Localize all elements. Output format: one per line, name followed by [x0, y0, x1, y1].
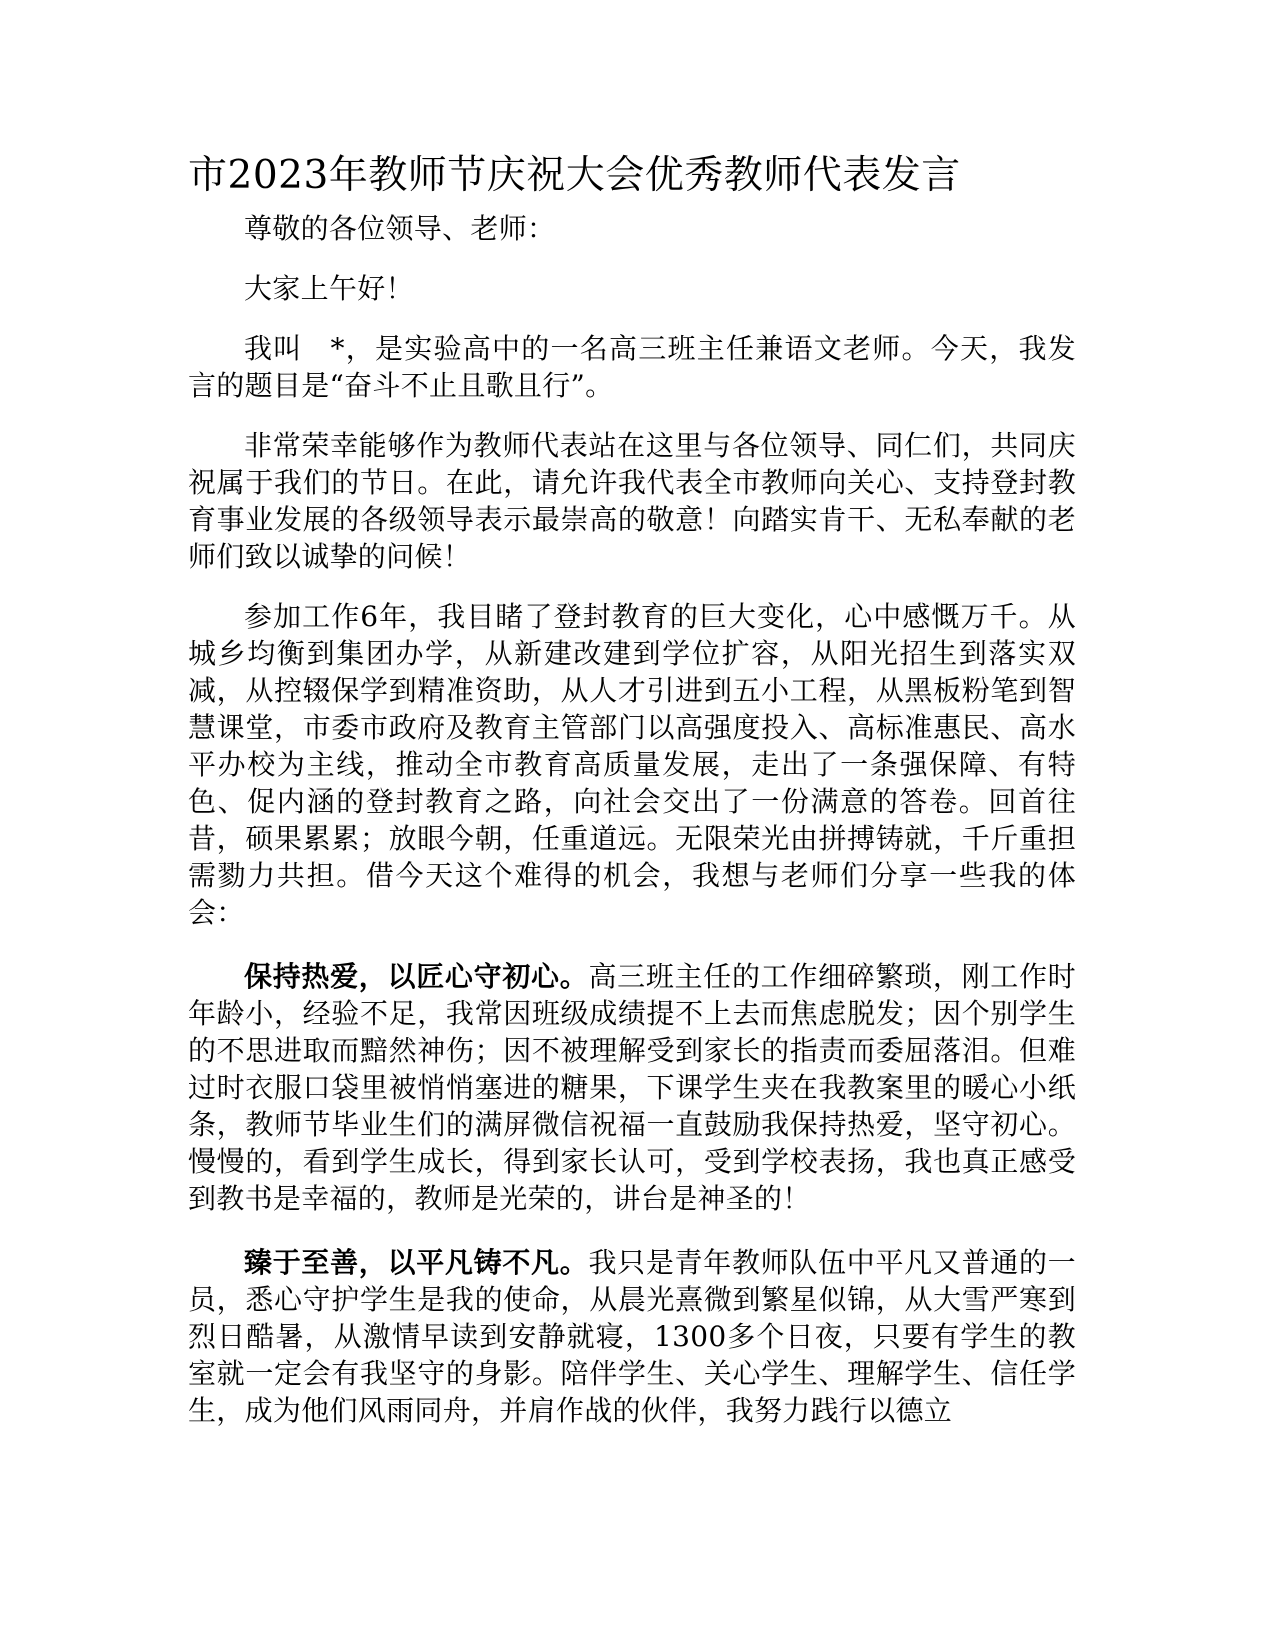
salutation: 尊敬的各位领导、老师： — [244, 212, 556, 245]
section-2-paragraph — [188, 1244, 1076, 1429]
section-2-heading: 臻于至善，以平凡铸不凡。 — [244, 1246, 589, 1279]
changes-paragraph: 参加工作6年，我目睹了登封教育的巨大变化，心中感慨万千。从城乡均衡到集团办学，从新建改建到学位扩容，从阳光招生到落实双减，从控辍保学到精准资助，从人才引进到五小工程，从黑板粉笔到智慧课堂，市委市政府及教育主管部门以高强度投入、高标准惠民、高水平办校为主线，推动全市教育高质量发展，走出了一条强保障、有特色、促内涵的登封教育之路，向社会交出了一份满意的答卷。回首往昔，硕果累累；放眼今朝，任重道远。无限荣光由拼搏铸就，千斤重担需勠力共担。借今天这个难得的机会，我想与老师们分享一些我的体会： — [188, 600, 1076, 929]
document-body — [188, 210, 1076, 1452]
intro-after: *，是实验高中的一名高三班主任兼语文老师。今天，我发言的题目是“奋斗不止且歌且行”。 — [188, 332, 1076, 402]
section-2-text: 我只是青年教师队伍中平凡又普通的一员，悉心守护学生是我的使命，从晨光熹微到繁星似锦，从大雪严寒到烈日酷暑，从激情早读到安静就寝，1300多个日夜，只要有学生的教室就一定会有我坚守的身影。陪伴学生、关心学生、理解学生、信任学生，成为他们风雨同舟，并肩作战的伙伴，我努力践行以德立 — [188, 1246, 1076, 1427]
document-title: 市2023年教师节庆祝大会优秀教师代表发言 — [188, 153, 961, 198]
section-1-text: 高三班主任的工作细碎繁琐，刚工作时年龄小，经验不足，我常因班级成绩提不上去而焦虑脱发；因个别学生的不思进取而黯然神伤；因不被理解受到家长的指责而委屈落泪。但难过时衣服口袋里被悄悄塞进的糖果，下课学生夹在我教案里的暖心小纸条，教师节毕业生们的满屏微信祝福一直鼓励我保持热爱，坚守初心。慢慢的，看到学生成长，得到家长认可，受到学校表扬，我也真正感受到教书是幸福的，教师是光荣的，讲台是神圣的！ — [188, 960, 1076, 1215]
intro-before: 我叫 — [244, 332, 303, 365]
section-1-paragraph — [188, 958, 1076, 1217]
intro-paragraph — [188, 330, 1076, 404]
honor-paragraph: 非常荣幸能够作为教师代表站在这里与各位领导、同仁们，共同庆祝属于我们的节日。在此，请允许我代表全市教师向关心、支持登封教育事业发展的各级领导表示最崇高的敬意！向踏实肯干、无私奉献的老师们致以诚挚的问候！ — [188, 429, 1076, 573]
greeting: 大家上午好！ — [244, 272, 414, 305]
section-1-heading: 保持热爱，以匠心守初心。 — [244, 960, 589, 993]
